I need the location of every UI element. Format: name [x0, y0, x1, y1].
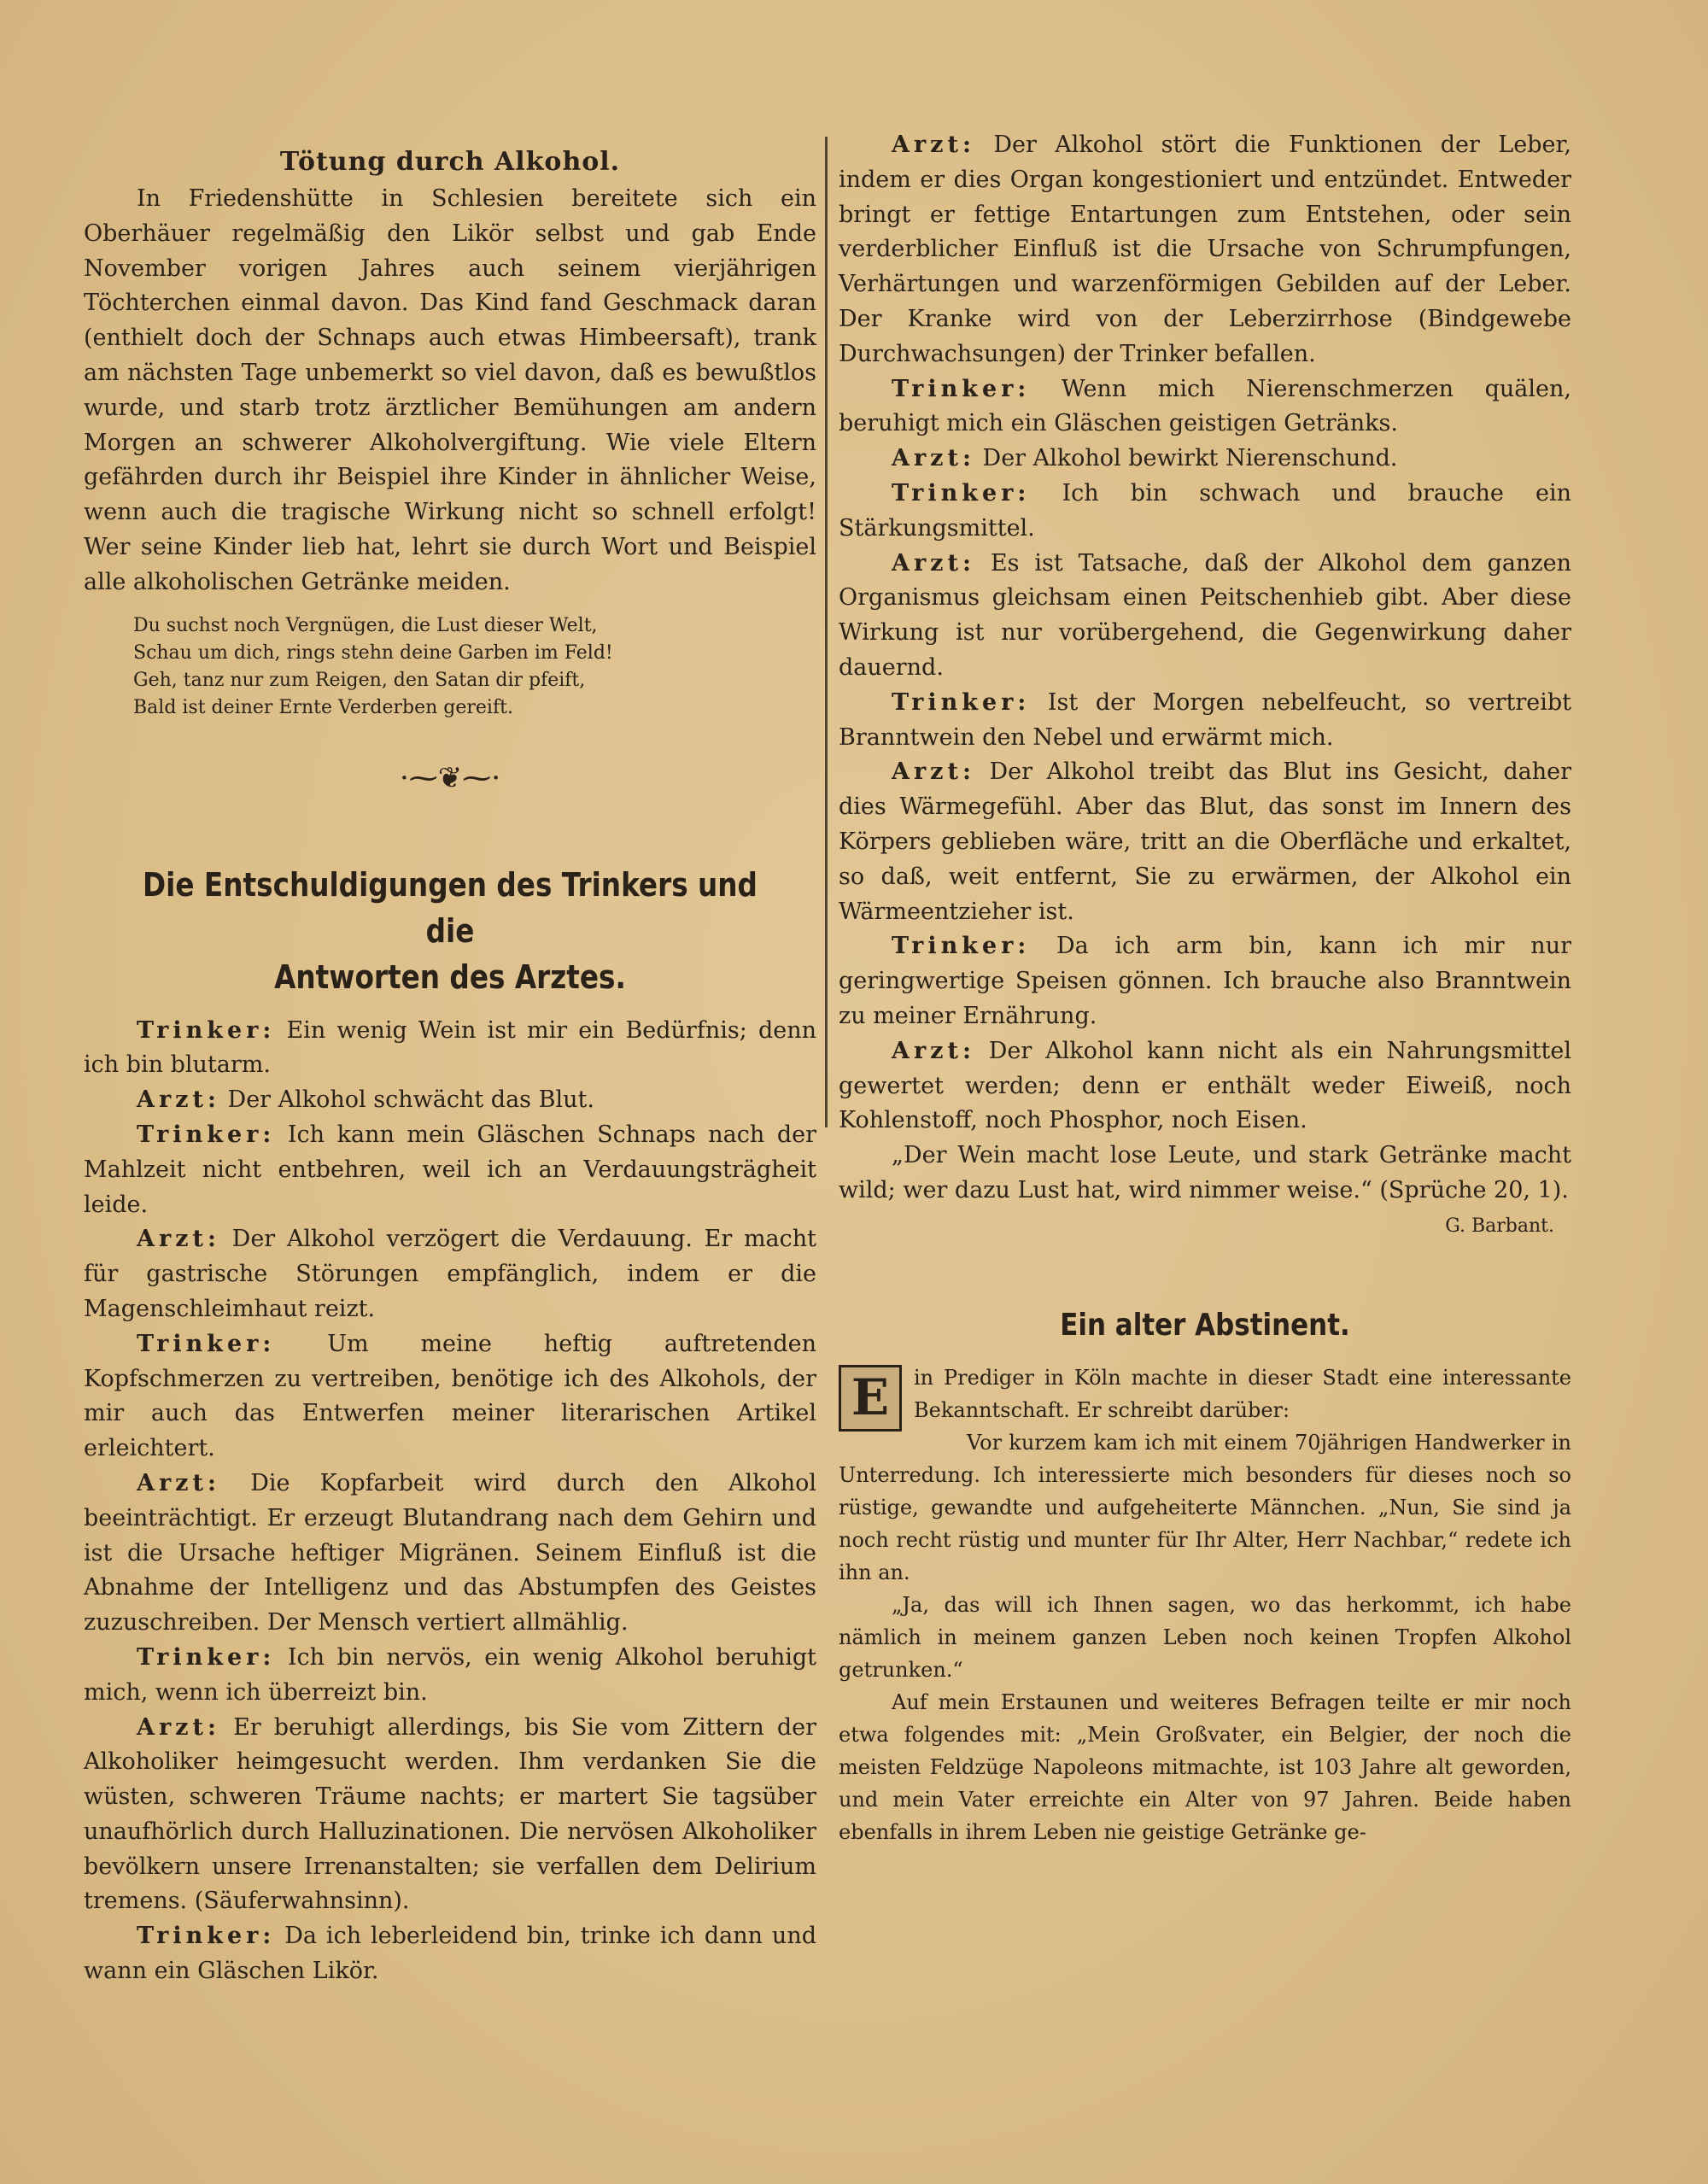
speaker-label: Trinker: [137, 1330, 276, 1357]
dialogue-paragraph [84, 1641, 816, 1711]
speaker-label: Arzt: [892, 132, 975, 158]
ornament-divider: ·⁓❦⁓· [399, 760, 501, 795]
speaker-label: Trinker: [137, 1643, 276, 1671]
dialogue-paragraph [84, 1083, 816, 1118]
dialogue-text: Er beruhigt allerdings, bis Sie vom Zittern der Alkoholiker heimgesucht werden. Ihm verdanken Sie die wüsten, schweren Träume nachts; er martert Sie tagsüber unaufhörlich durch Halluzinationen. Die nervösen Alkoholiker bevölkern unsere Irrenanstalten; sie verfallen dem Delirium tremens. (Säuferwahnsinn). [84, 1713, 816, 1915]
dialogue-left [84, 1014, 816, 1989]
article-title-entschuldigungen [135, 862, 765, 1000]
article-title-abstinent: Ein alter Abstinent. [1060, 1307, 1350, 1343]
dialogue-paragraph [839, 547, 1571, 686]
speaker-label: Arzt: [137, 1086, 220, 1114]
speaker-label: Trinker: [137, 1923, 276, 1950]
intro-text: in Prediger in Köln machte in dieser Stadt eine interessante Bekanntschaft. Er schreibt darüber: [914, 1365, 1571, 1422]
speaker-label: Arzt: [892, 549, 975, 577]
author-signature: G. Barbant. [1445, 1215, 1554, 1237]
dialogue-text: Ist der Morgen nebelfeucht, so vertreibt Branntwein den Nebel und erwärmt mich. [839, 688, 1571, 751]
speaker-label: Trinker: [892, 375, 1031, 402]
poem-line: Schau um dich, rings stehn deine Garben im Feld! [133, 641, 613, 664]
dialogue-paragraph [84, 1327, 816, 1467]
story-paragraph: Auf mein Erstaunen und weiteres Befragen teilte er mir noch etwa folgendes mit: „Mein Großvater, ein Belgier, der noch die meisten Feldzüge Napoleons mitmachte, ist 103 Jahre alt geworden, und mein Vater erreichte ein Alter von 97 Jahren. Beide haben ebenfalls in ihrem Leben nie geistige Getränke ge- [839, 1689, 1571, 1844]
intro-paragraph [839, 1361, 1571, 1426]
dialogue-text: Ich bin nervös, ein wenig Alkohol beruhigt mich, wenn ich überreizt bin. [84, 1643, 816, 1706]
speaker-label: Arzt: [892, 758, 975, 786]
dialogue-text: Da ich arm bin, kann ich mir nur geringwertige Speisen gönnen. Ich brauche also Branntwein zu meiner Ernährung. [839, 933, 1571, 1029]
dialogue-paragraph [84, 1118, 816, 1222]
dialogue-paragraph [839, 755, 1571, 929]
dialogue-paragraph [839, 1034, 1571, 1139]
column-divider [825, 137, 828, 1127]
speaker-label: Trinker: [137, 1016, 276, 1044]
dialogue-text: Der Alkohol treibt das Blut ins Gesicht, daher dies Wärmegefühl. Aber das Blut, das sonst im Innern des Körpers geblieben wäre, tritt an die Oberfläche und erkaltet, so daß, weit entfernt, Sie zu erwärmen, der Alkohol ein Wärmeentzieher ist. [839, 758, 1571, 925]
dialogue-text: Der Alkohol verzögert die Verdauung. Er macht für gastrische Störungen empfänglich, indem er die Magenschleimhaut reizt. [84, 1226, 816, 1322]
dialogue-paragraph [839, 477, 1571, 547]
dialogue-paragraph [839, 442, 1571, 477]
dialogue-text: Da ich leberleidend bin, trinke ich dann und wann ein Gläschen Likör. [84, 1923, 816, 1985]
dialogue-paragraph [84, 1222, 816, 1326]
poem-line: Bald ist deiner Ernte Verderben gereift. [133, 696, 513, 718]
drop-cap: E [839, 1365, 902, 1432]
speaker-label: Trinker: [892, 933, 1031, 960]
speaker-label: Arzt: [892, 445, 975, 472]
title-line: Antworten des Arztes. [274, 957, 626, 996]
dialogue-right [839, 128, 1571, 1241]
dialogue-text: Um meine heftig auftretenden Kopfschmerzen zu vertreiben, benötige ich des Alkohols, der mir auch das Entwerfen meiner literarischen Artikel erleichtert. [84, 1330, 817, 1462]
speaker-label: Arzt: [137, 1469, 220, 1496]
dialogue-paragraph [839, 372, 1571, 442]
speaker-label: Arzt: [137, 1713, 220, 1741]
poem-line: Geh, tanz nur zum Reigen, den Satan dir pfeift, [133, 669, 586, 691]
dialogue-paragraph [84, 1014, 816, 1084]
left-column [84, 128, 816, 1989]
speaker-label: Arzt: [892, 1037, 975, 1064]
dialogue-paragraph [84, 1467, 816, 1641]
dialogue-paragraph [839, 128, 1571, 372]
dialogue-text: Ein wenig Wein ist mir ein Bedürfnis; denn ich bin blutarm. [84, 1016, 816, 1079]
dialogue-paragraph [839, 686, 1571, 756]
dialogue-text: Wenn mich Nierenschmerzen quälen, beruhigt mich ein Gläschen geistigen Getränks. [839, 375, 1571, 437]
story-paragraph: Vor kurzem kam ich mit einem 70jährigen Handwerker in Unterredung. Ich interessierte mich besonders für dieses noch so rüstige, gewandte und aufgeheiterte Männchen. „Nun, Sie sind ja noch recht rüstig und munter für Ihr Alter, Herr Nachbar,“ redete ich ihn an. [839, 1430, 1571, 1584]
dialogue-paragraph [84, 1919, 816, 1989]
poem-line: Du suchst noch Vergnügen, die Lust dieser Welt, [133, 614, 598, 636]
article-body-abstinent [839, 1361, 1571, 1848]
dialogue-text: Der Alkohol schwächt das Blut. [227, 1086, 594, 1114]
bible-quote: „Der Wein macht lose Leute, und stark Getränke macht wild; wer dazu Lust hat, wird nimmer weise.“ (Sprüche 20, 1). [839, 1142, 1571, 1203]
title-line: Die Entschuldigungen des Trinkers und die [143, 865, 757, 950]
dialogue-text: Der Alkohol bewirkt Nierenschund. [982, 445, 1398, 472]
dialogue-text: Ich bin schwach und brauche ein Stärkungsmittel. [839, 479, 1571, 542]
speaker-label: Trinker: [892, 479, 1031, 506]
article-title-toetung: Tötung durch Alkohol. [279, 147, 621, 177]
dialogue-text: Es ist Tatsache, daß der Alkohol dem ganzen Organismus gleichsam einen Peitschenhieb gibt. Aber diese Wirkung ist nur vorübergehend, die Gegenwirkung daher dauernd. [839, 549, 1571, 681]
poem [133, 612, 816, 722]
dialogue-text: Ich kann mein Gläschen Schnaps nach der Mahlzeit nicht entbehren, weil ich an Verdauungsträgheit leide. [84, 1121, 816, 1218]
dialogue-paragraph [84, 1711, 816, 1920]
dialogue-paragraph [839, 929, 1571, 1033]
article-body-toetung: In Friedenshütte in Schlesien bereitete sich ein Oberhäuer regelmäßig den Likör selbst und gab Ende November vorigen Jahres auch seinem vierjährigen Töchterchen einmal davon. Das Kind fand Geschmack daran (enthielt doch der Schnaps auch etwas Himbeersaft), trank am nächsten Tage unbemerkt so viel davon, daß es bewußtlos wurde, und starb trotz ärztlicher Bemühungen am andern Morgen an schwerer Alkoholvergiftung. Wie viele Eltern gefährden durch ihr Beispiel ihre Kinder in ähnlicher Weise, wenn auch die tragische Wirkung nicht so schnell erfolgt! Wer seine Kinder lieb hat, lehrt sie durch Wort und Beispiel alle alkoholischen Getränke meiden. [84, 185, 816, 595]
right-column [839, 128, 1571, 1848]
speaker-label: Trinker: [137, 1121, 276, 1148]
dialogue-text: Die Kopfarbeit wird durch den Alkohol beeinträchtigt. Er erzeugt Blutandrang nach dem Gehirn und ist die Ursache heftiger Migränen. Seinem Einfluß ist die Abnahme der Intelligenz und das Abstumpfen des Geistes zuzuschreiben. Der Mensch vertiert allmählig. [84, 1469, 816, 1637]
dialogue-text: Der Alkohol stört die Funktionen der Leber, indem er dies Organ kongestioniert und entzündet. Entweder bringt er fettige Entartungen zum Entstehen, oder sein verderblicher Einfluß ist die Ursache von Schrumpfungen, Verhärtungen und warzenförmigen Gebilden auf der Leber. Der Kranke wird von der Leberzirrhose (Bindgewebe Durchwachsungen) der Trinker befallen. [839, 132, 1571, 367]
story-paragraph: „Ja, das will ich Ihnen sagen, wo das herkommt, ich habe nämlich in meinem ganzen Leben noch keinen Tropfen Alkohol getrunken.“ [839, 1592, 1571, 1682]
speaker-label: Trinker: [892, 688, 1031, 716]
dialogue-text: Der Alkohol kann nicht als ein Nahrungsmittel gewertet werden; denn er enthält weder Eiweiß, noch Kohlenstoff, noch Phosphor, noch Eisen. [839, 1037, 1571, 1134]
speaker-label: Arzt: [137, 1226, 220, 1253]
